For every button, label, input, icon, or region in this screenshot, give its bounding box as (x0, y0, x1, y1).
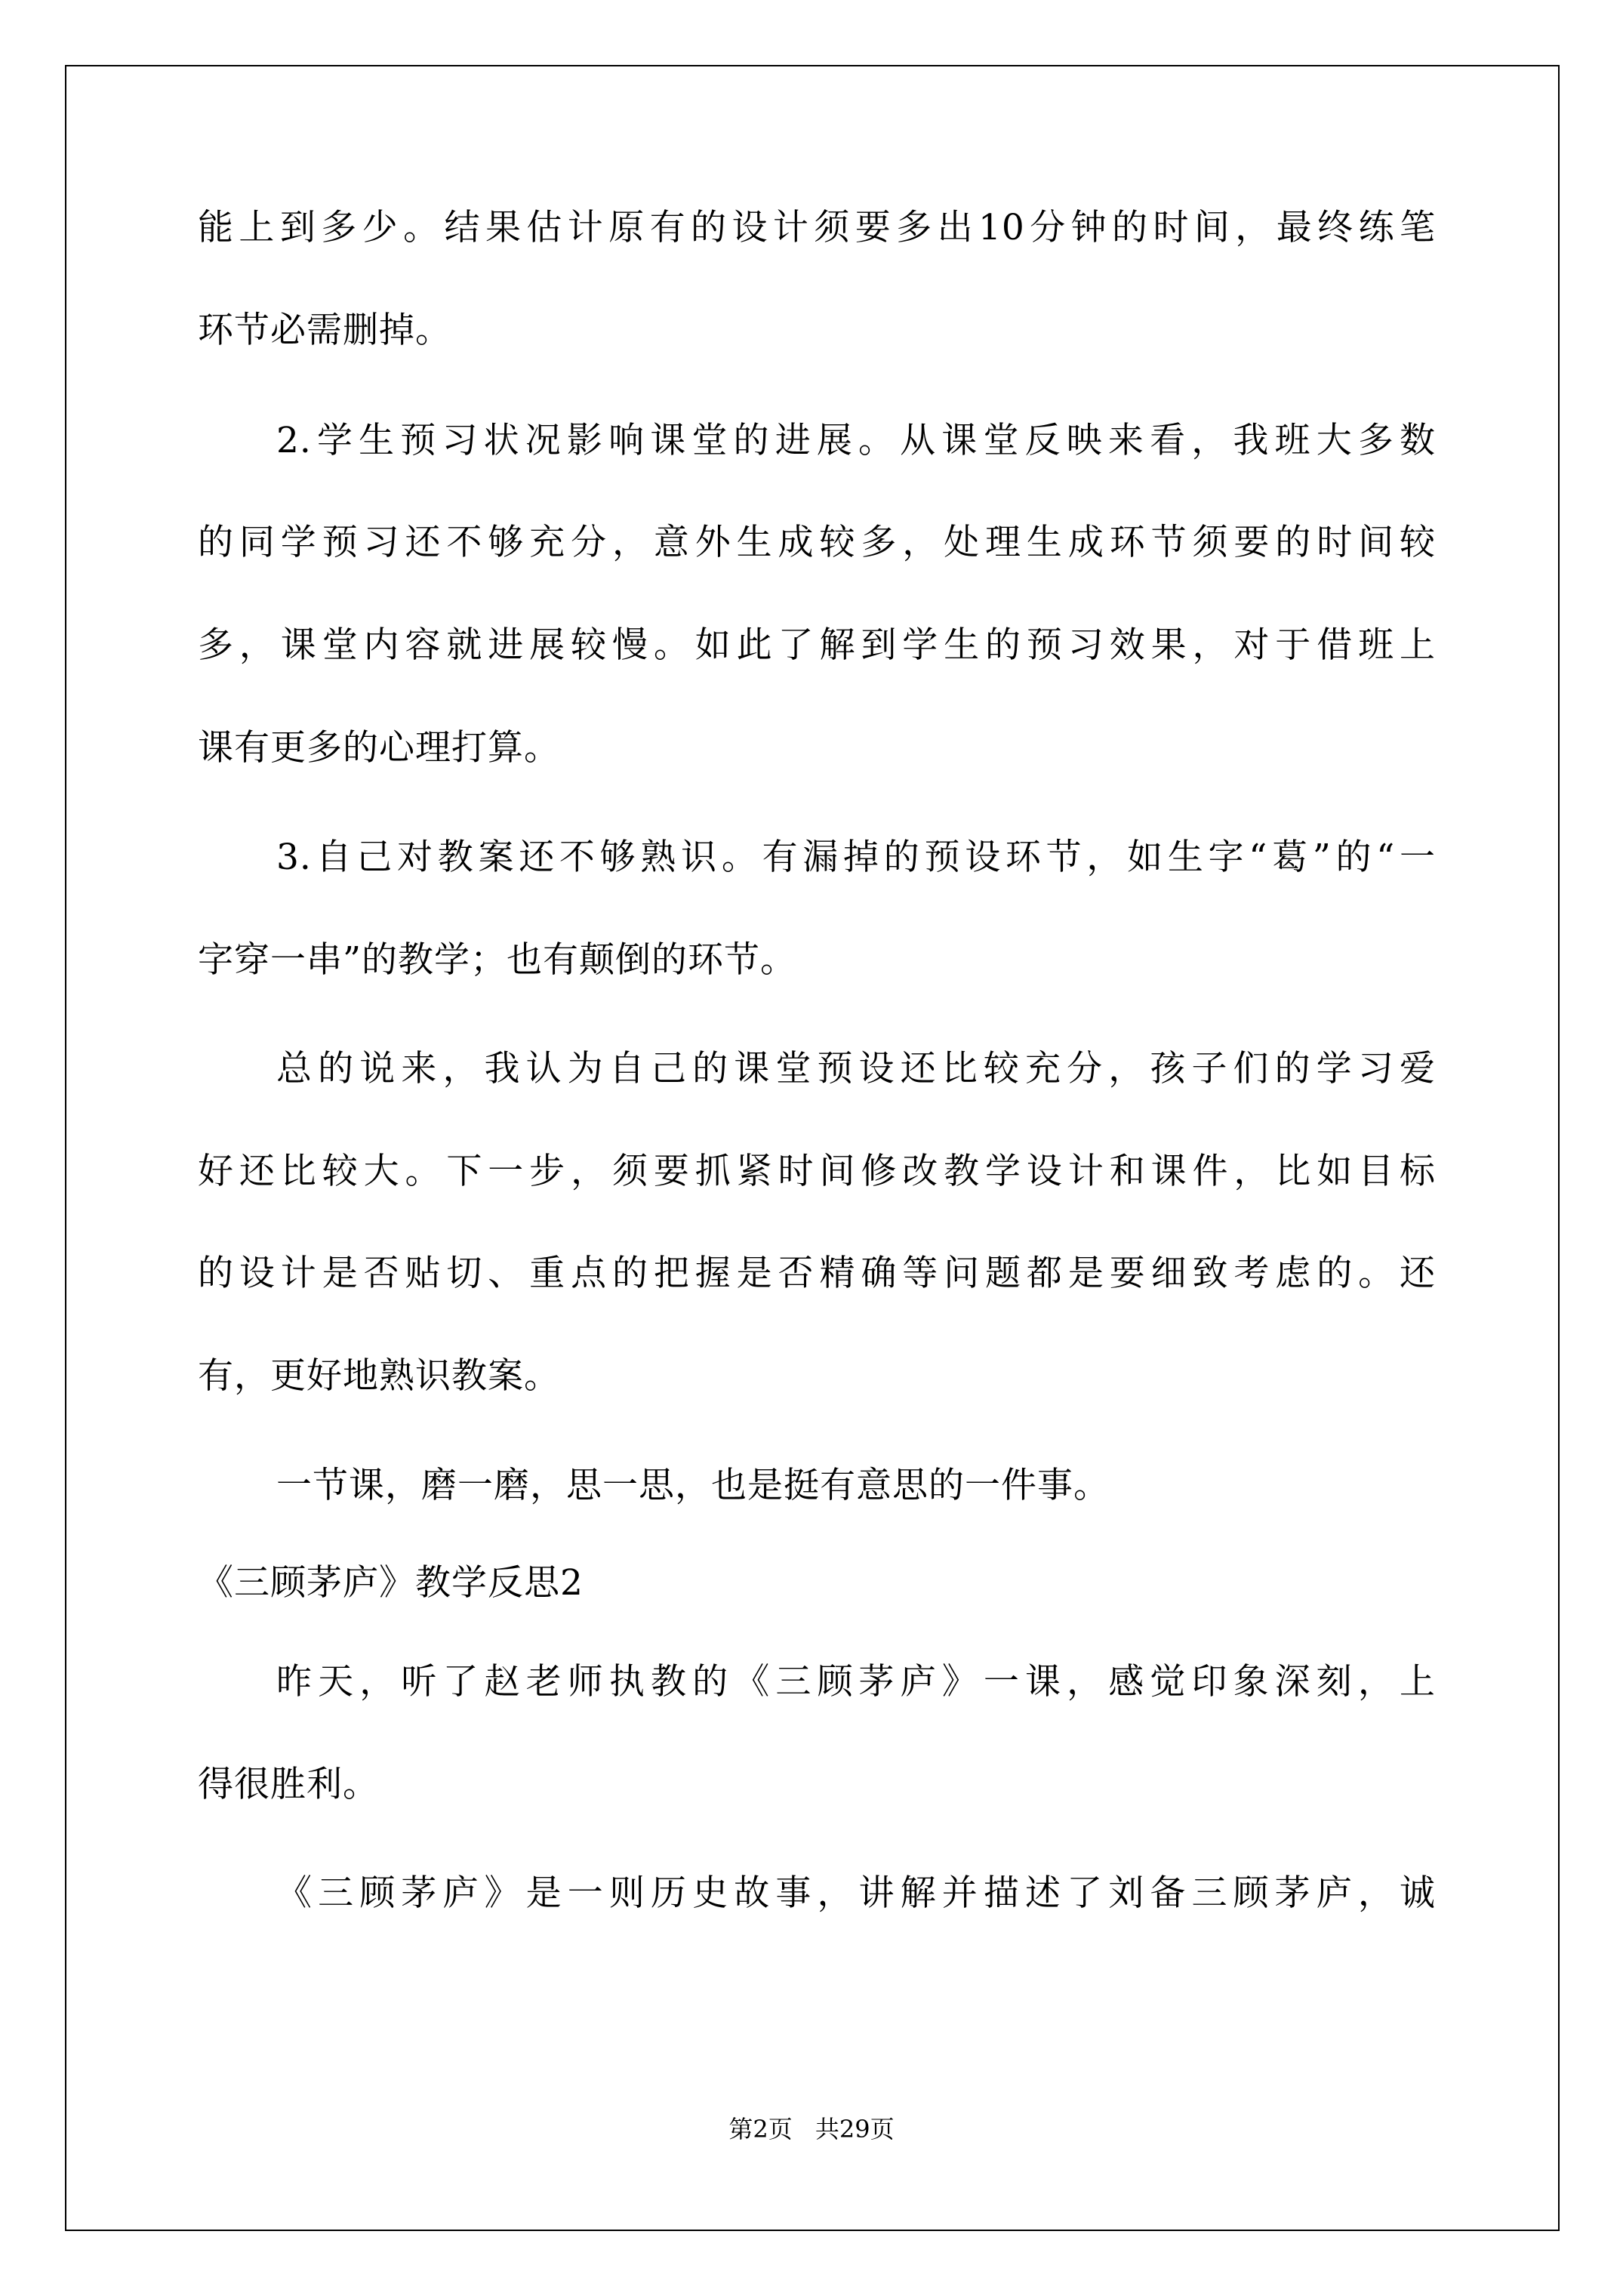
paragraph-line: 昨天，听了赵老师执教的《三顾茅庐》一课，感觉印象深刻，上 (276, 1661, 1436, 1703)
section-heading: 《三顾茅庐》教学反思2 (198, 1562, 584, 1604)
paragraph-line: 3.自己对教案还不够熟识。有漏掉的预设环节，如生字“葛”的“一 (276, 837, 1436, 878)
paragraph-line: 环节必需删掉。 (198, 310, 451, 351)
paragraph-line: 有，更好地熟识教案。 (198, 1355, 560, 1397)
paragraph-line: 好还比较大。下一步，须要抓紧时间修改教学设计和课件，比如目标 (198, 1151, 1436, 1192)
paragraph-line: 的设计是否贴切、重点的把握是否精确等问题都是要细致考虑的。还 (198, 1253, 1436, 1294)
paragraph-line: 课有更多的心理打算。 (198, 727, 560, 769)
paragraph-line: 的同学预习还不够充分，意外生成较多，处理生成环节须要的时间较 (198, 522, 1436, 563)
paragraph-line: 得很胜利。 (198, 1764, 379, 1805)
paragraph-line: 字穿一串”的教学；也有颠倒的环节。 (198, 939, 797, 981)
paragraph-line: 多，课堂内容就进展较慢。如此了解到学生的预习效果，对于借班上 (198, 624, 1436, 666)
page-footer (0, 2114, 1623, 2144)
paragraph-line: 总的说来，我认为自己的课堂预设还比较充分，孩子们的学习爱 (276, 1048, 1436, 1089)
paragraph-line: 《三顾茅庐》是一则历史故事，讲解并描述了刘备三顾茅庐，诚 (276, 1872, 1436, 1914)
page-total: 共29页 (815, 2115, 895, 2143)
paragraph-line: 2.学生预习状况影响课堂的进展。从课堂反映来看，我班大多数 (276, 420, 1436, 461)
paragraph-line: 能上到多少。结果估计原有的设计须要多出10分钟的时间，最终练笔 (198, 207, 1436, 248)
paragraph-line: 一节课，磨一磨，思一思，也是挺有意思的一件事。 (276, 1465, 1110, 1506)
page-number: 第2页 (728, 2115, 793, 2143)
